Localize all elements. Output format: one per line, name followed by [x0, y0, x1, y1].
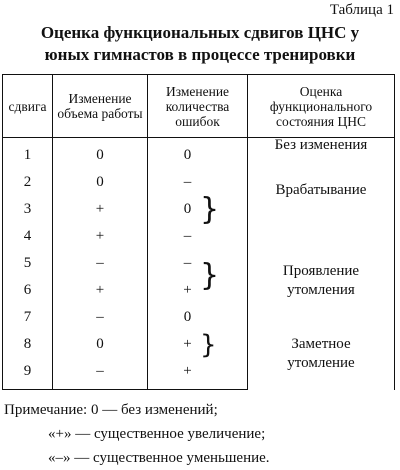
work-value: 0: [53, 331, 148, 358]
work-value: –: [53, 304, 148, 331]
error-value: –: [183, 228, 192, 244]
state-fatigue-line-2: утомления: [287, 282, 355, 298]
error-value: 0: [183, 147, 192, 163]
table-row: [3, 169, 395, 196]
state-fatigue: [248, 262, 394, 300]
shift-number: 4: [3, 223, 53, 250]
state-noticeable-line-1: Заметное: [291, 336, 351, 352]
work-value: +: [53, 277, 148, 304]
state-no-change: Без изменения: [274, 137, 368, 153]
shift-number: 6: [3, 277, 53, 304]
work-value: 0: [53, 138, 148, 170]
header-row: [3, 75, 395, 138]
header-error-change: Изменение количества ошибок: [148, 75, 248, 138]
error-value: +: [183, 363, 192, 379]
shift-number: 5: [3, 250, 53, 277]
shift-number: 1: [3, 138, 53, 170]
table-row: [3, 138, 395, 170]
table-title: [0, 22, 400, 66]
error-value: +: [183, 282, 192, 298]
data-table: [2, 74, 395, 390]
error-value: –: [183, 174, 192, 190]
table-caption: Таблица 1: [329, 2, 394, 18]
shift-number: 9: [3, 358, 53, 390]
note-line-1: Примечание: 0 — без изменений;: [4, 402, 218, 418]
work-value: +: [53, 223, 148, 250]
shift-number: 2: [3, 169, 53, 196]
shift-number: 8: [3, 331, 53, 358]
work-value: –: [53, 358, 148, 390]
note-line-2: «+» — существенное увеличение;: [48, 426, 266, 442]
brace-group-3: }: [200, 258, 220, 293]
state-noticeable-line-2: утомление: [287, 355, 355, 371]
error-value: 0: [183, 309, 192, 325]
work-value: 0: [53, 169, 148, 196]
table-row: [3, 331, 395, 358]
shift-number: 7: [3, 304, 53, 331]
error-value: +: [183, 336, 192, 352]
state-noticeable-fatigue: [248, 335, 394, 373]
shift-number: 3: [3, 196, 53, 223]
work-value: +: [53, 196, 148, 223]
error-value: 0: [183, 201, 192, 217]
note-line-3: «–» — существенное уменьшение.: [48, 450, 270, 466]
brace-group-2: }: [200, 192, 220, 227]
state-warming-up: Врабатывание: [275, 182, 367, 198]
brace-group-4: }: [200, 330, 217, 360]
error-value: –: [183, 255, 192, 271]
table-row: [3, 250, 395, 277]
title-line-2: юных гимнастов в процессе тренировки: [44, 45, 356, 64]
header-cns-state: Оценка функционального состояния ЦНС: [248, 75, 395, 138]
header-work-change: Изменение объема работы: [53, 75, 148, 138]
title-line-1: Оценка функциональных сдвигов ЦНС у: [40, 23, 360, 42]
state-fatigue-line-1: Проявление: [282, 263, 360, 279]
header-shift: сдвига: [3, 75, 53, 138]
work-value: –: [53, 250, 148, 277]
